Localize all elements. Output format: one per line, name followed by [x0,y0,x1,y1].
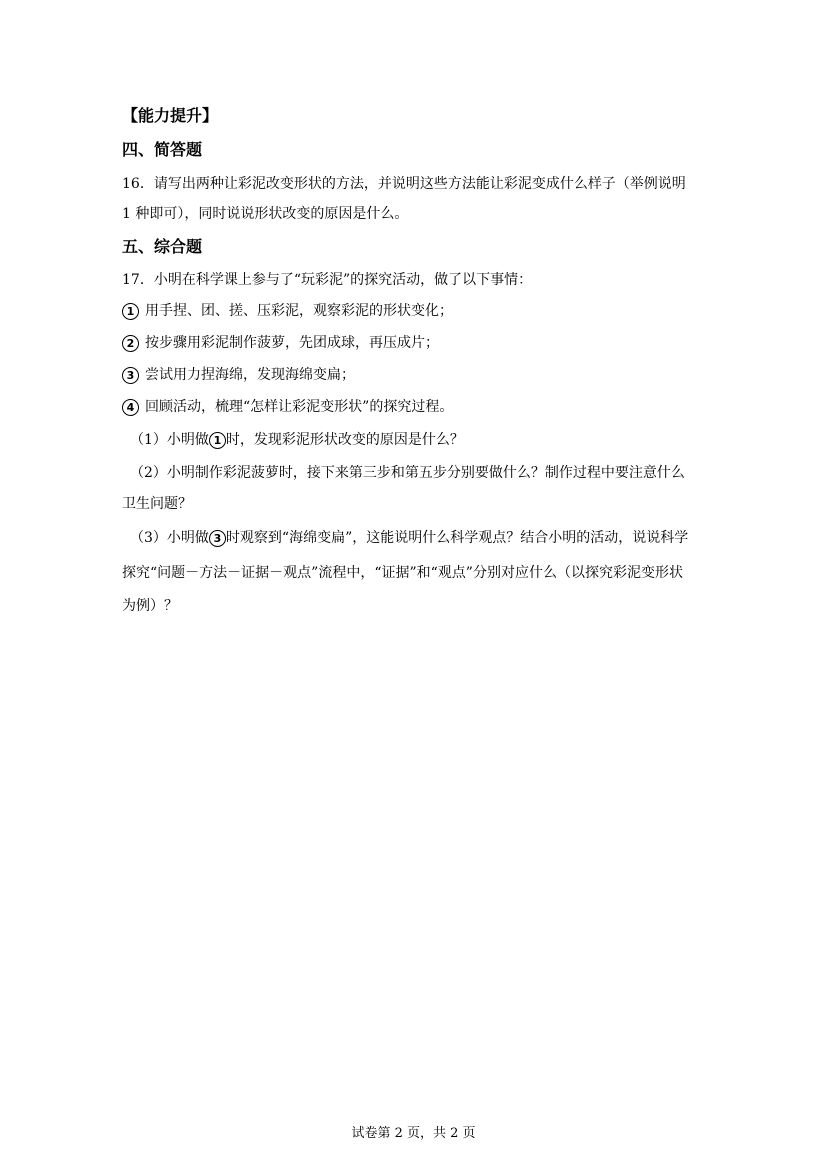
sub-question-3-suffix: 时观察到“海绵变扁”，这能说明什么科学观点？结合小明的活动，说说科学 [225,530,689,546]
sub-question-3-line-2: 探究“问题－方法－证据－观点”流程中，“证据”和“观点”分别对应什么（以探究彩泥变形状 [122,565,683,581]
sub-question-3-prefix: （3）小明做 [130,530,209,546]
step-4-text: 回顾活动，梳理“怎样让彩泥变形状”的探究过程。 [145,399,454,415]
circled-number-4: 4 [122,399,139,416]
step-1-text: 用手捏、团、搓、压彩泥，观察彩泥的形状变化； [145,303,453,319]
sub-question-1-suffix: 时，发现彩泥形状改变的原因是什么？ [225,432,464,448]
section-comprehensive: 五、综合题 [122,237,203,256]
circled-number-ref-1: 1 [209,432,226,449]
step-3-text: 尝试用力捏海绵，发现海绵变扁； [145,367,355,383]
step-3 [122,365,355,385]
section-short-answer: 四、简答题 [122,140,203,159]
section-ability: 【能力提升】 [122,106,219,125]
circled-number-2: 2 [122,335,139,352]
step-2-text: 按步骤用彩泥制作菠萝，先团成球，再压成片； [145,335,439,351]
sub-question-2-line-2: 卫生问题？ [122,496,192,512]
sub-question-2-line-1: （2）小明制作彩泥菠萝时，接下来第三步和第五步分别要做什么？制作过程中要注意什么 [130,465,685,481]
step-2 [122,333,439,353]
circled-number-ref-3: 3 [209,530,226,547]
circled-number-1: 1 [122,303,139,320]
question-16-line-1: 16．请写出两种让彩泥改变形状的方法，并说明这些方法能让彩泥变成什么样子（举例说明 [122,176,686,192]
step-4 [122,397,453,417]
step-1 [122,301,453,321]
question-16-line-2: 1 种即可），同时说说形状改变的原因是什么。 [122,206,409,222]
sub-question-3-line-1 [130,528,688,548]
sub-question-3-line-3: 为例）？ [122,598,178,614]
sub-question-1 [130,430,464,450]
question-17-intro: 17．小明在科学课上参与了“玩彩泥”的探究活动，做了以下事情： [122,272,533,288]
sub-question-1-prefix: （1）小明做 [130,432,209,448]
circled-number-3: 3 [122,367,139,384]
page-footer: 试卷第 2 页，共 2 页 [351,1126,476,1141]
